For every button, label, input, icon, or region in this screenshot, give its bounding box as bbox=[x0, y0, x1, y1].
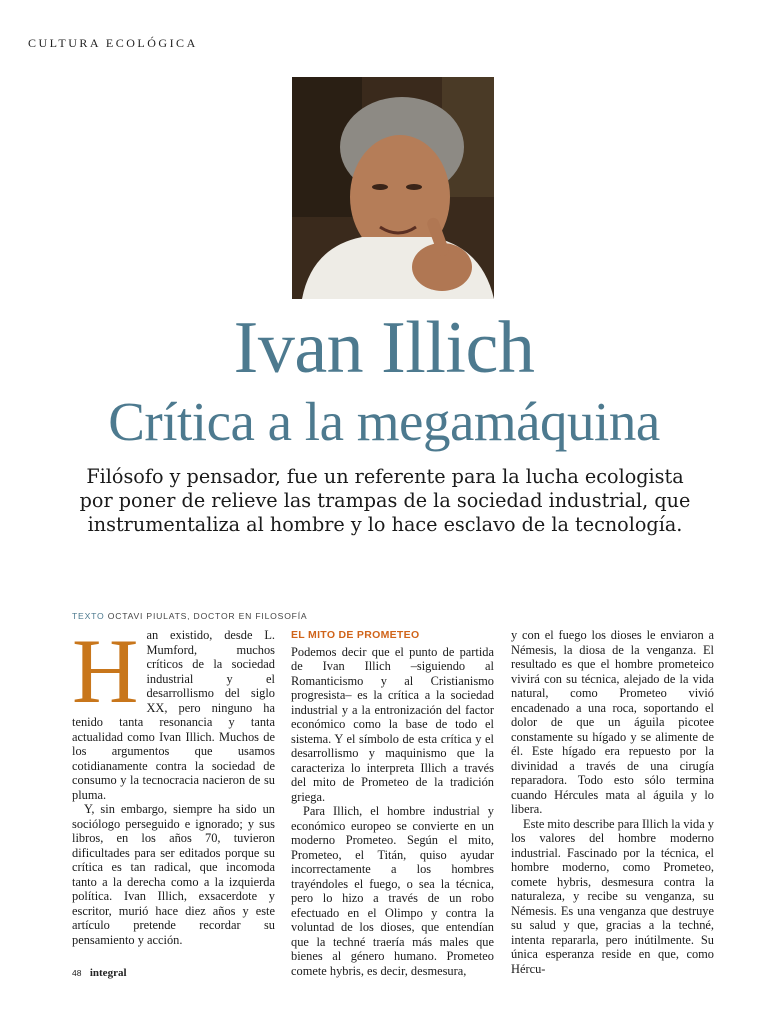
column-3 bbox=[511, 628, 714, 976]
article-subtitle: Crítica a la megamáquina bbox=[108, 391, 660, 452]
credit-label: TEXTO bbox=[72, 611, 105, 621]
section-label: CULTURA ECOLÓGICA bbox=[28, 36, 198, 50]
body-paragraph: Podemos decir que el punto de partida de Ivan Illich –siguiendo al Romanticismo y al Cristianismo progresista– es la crítica a la sociedad industrial y a la entronización del factor económico como la base de todo el sistema. Y el símbolo de esta crítica y el desarrollismo y maquinismo que la caracteriza lo interpreta Illich a través del mito de Prometeo de la tradición griega. bbox=[291, 644, 494, 804]
credit-author: OCTAVI PIULATS, DOCTOR EN FILOSOFÍA bbox=[107, 611, 308, 621]
page-number: 48 bbox=[72, 968, 82, 978]
body-paragraph: Y, sin embargo, siempre ha sido un sociólogo perseguido e ignorado; y sus libros, en los años 70, tuvieron dificultades para ser editados porque su crítica es tan radical, que incomoda tanto a la derecha como a la izquierda política. Ivan Illich, exsacerdote y escritor, murió hace diez años y este artículo pretende recordar su pensamiento y acción. bbox=[72, 802, 275, 947]
body-paragraph: y con el fuego los dioses le enviaron a Némesis, la diosa de la venganza. El resultado es que el hombre prometeico vivirá con su técnica, alejado de la vida natural, como Prometeo vivió encadenado a una roca, soportando el dolor de que un águila picotee constamente su hígado y se alimente de él. Este hígado era repuesto por la divinidad a través de una cirugía reparadora. Todo esto sólo termina cuando Hércules mata al águila y lo libera. bbox=[511, 628, 714, 816]
body-paragraph: Para Illich, el hombre industrial y económico europeo se convierte en un moderno Prometeo. Según el mito, Prometeo, el Titán, quiso ayudar incorrectamente a los hombres trayéndoles el fuego, o sea la técnica, pero lo hizo a través de un robo efectuado en el Olimpo y contra la voluntad de los dioses, que entendían que la techné traería más males que bienes al género humano. Prometeo comete hybris, es decir, desmesura, bbox=[291, 804, 494, 978]
body-paragraph: an existido, desde L. Mumford, muchos críticos de la sociedad industrial y el desarrollismo del siglo XX, pero ninguno ha tenido tanta resonancia y tanta actualidad como Ivan Illich. Muchos de los argumentos que usamos cotidianamente contra la sociedad de consumo y la tecnocracia nacieron de su pluma. bbox=[72, 628, 275, 802]
article-title: Ivan Illich bbox=[233, 307, 535, 389]
section-subhead: EL MITO DE PROMETEO bbox=[291, 629, 420, 641]
drop-cap: H bbox=[72, 620, 139, 722]
column-1 bbox=[72, 620, 275, 947]
magazine-brand: integral bbox=[89, 967, 127, 979]
body-paragraph: Este mito describe para Illich la vida y los valores del hombre moderno industrial. Fascinado por la técnica, el hombre moderno, como Prometeo, comete hybris, desmesura contra la naturaleza, y recibe su venganza, su Némesis. Es una venganza que destruye su salud y que, gracias a la techné, intenta repararla, pero inútilmente. Su única esperanza reside en que, como Hércu- bbox=[511, 816, 714, 976]
portrait-photo bbox=[292, 77, 494, 299]
column-2 bbox=[291, 628, 494, 978]
page-footer bbox=[72, 967, 127, 979]
intro-paragraph: Filósofo y pensador, fue un referente para la lucha ecologista por poner de relieve las trampas de la sociedad industrial, que instrumentaliza al hombre y lo hace esclavo de la tecnología. bbox=[79, 465, 691, 536]
